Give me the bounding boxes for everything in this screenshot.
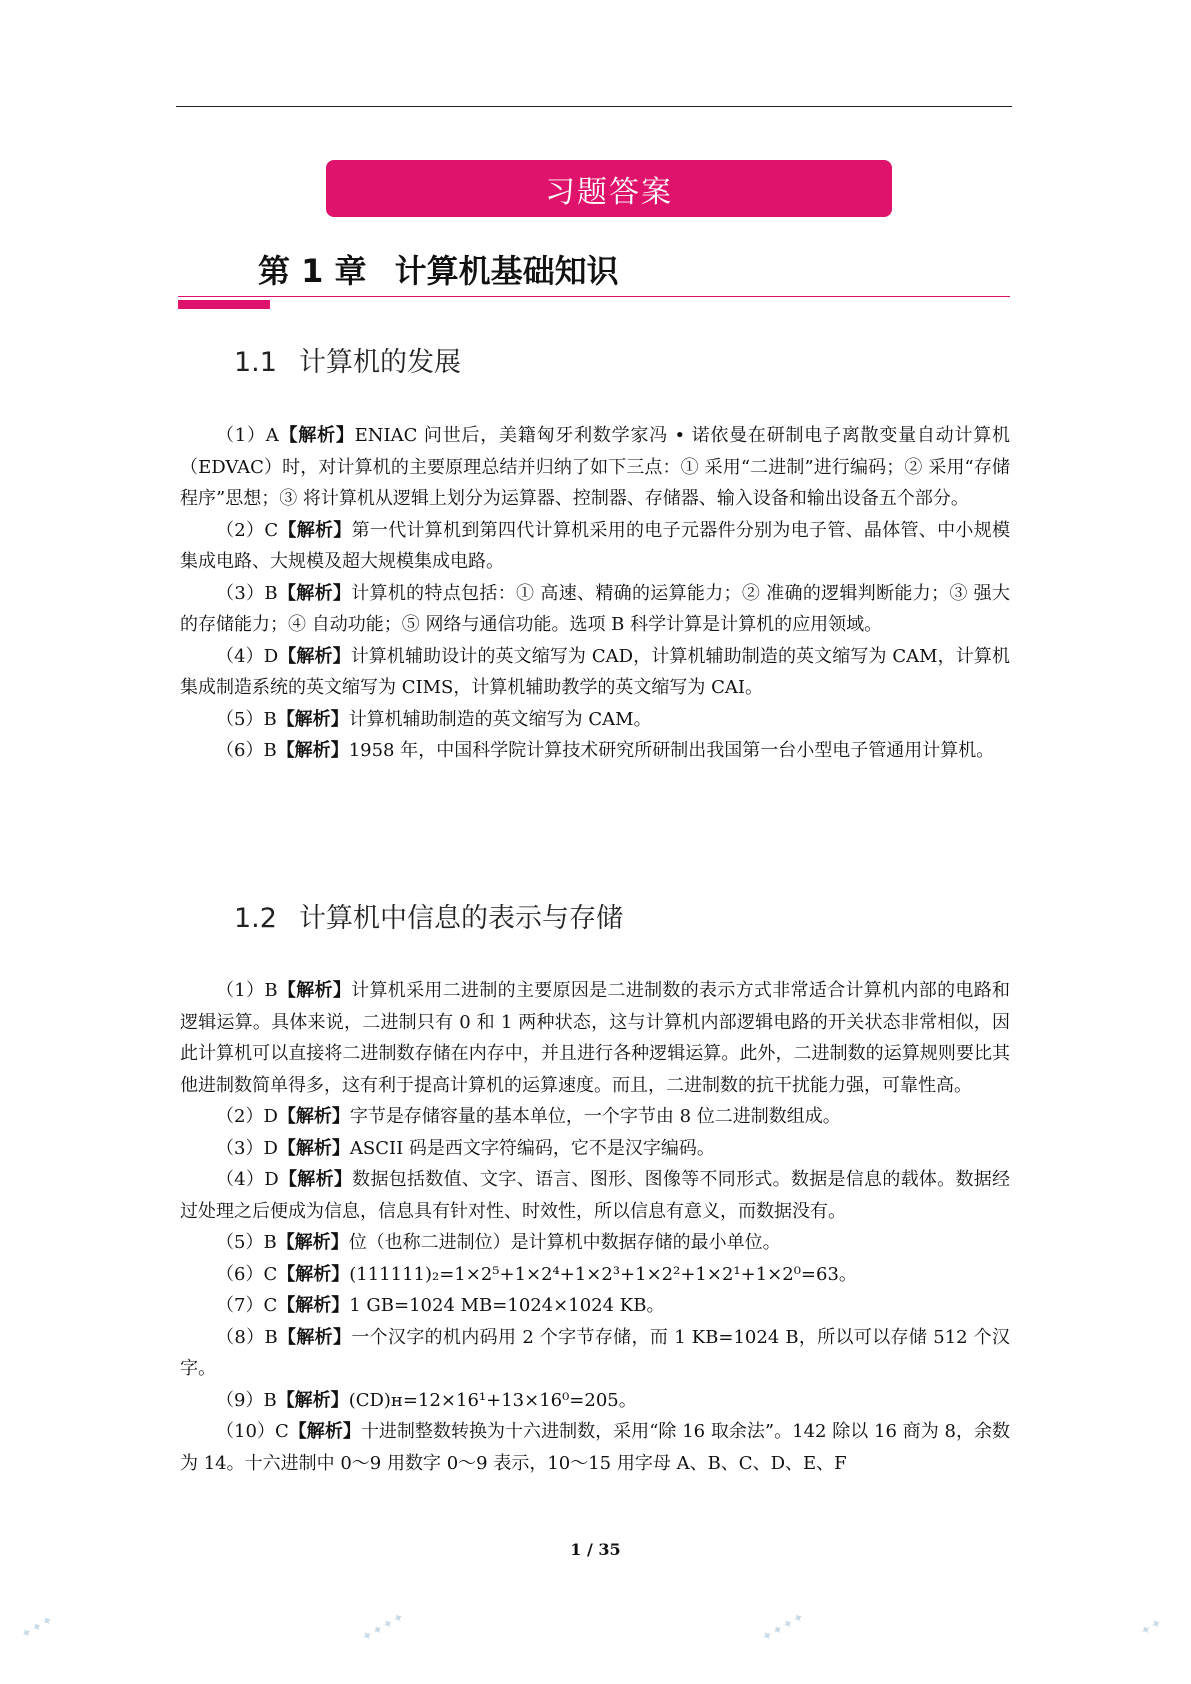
watermark-mark: ✦✦✦✦ xyxy=(359,1609,409,1646)
section-number: 1.2 xyxy=(234,903,277,934)
answer-item: （8）B【解析】一个汉字的机内码用 2 个字节存储，而 1 KB=1024 B，所以可以存储 512 个汉字。 xyxy=(180,1326,1010,1379)
chapter-accent-bar xyxy=(178,300,270,309)
answer-item: （1）A【解析】ENIAC 问世后，美籍匈牙利数学家冯 • 诺依曼在研制电子离散变量自动计算机（EDVAC）时，对计算机的主要原理总结并归纳了如下三点：① 采用“二进制”进行编码；② 采用“存储程序”思想；③ 将计算机从逻辑上划分为运算器、控制器、存储器、输入设备和输出设备五个部分。 xyxy=(180,425,1010,509)
watermark-mark: ✦✦✦ xyxy=(18,1612,58,1643)
answer-item: （1）B【解析】计算机采用二进制的主要原因是二进制数的表示方式非常适合计算机内部的电路和逻辑运算。具体来说，二进制只有 0 和 1 两种状态，这与计算机内部逻辑电路的开关状态非常相似，因此计算机可以直接将二进制数存储在内存中，并且进行各种逻辑运算。此外，二进制数的运算规则要比其他进制数简单得多，这有利于提高计算机的运算速度。而且，二进制数的抗干扰能力强，可靠性高。 xyxy=(180,980,1011,1096)
section-heading-1-2 xyxy=(234,896,623,935)
answer-banner: 习题答案 xyxy=(326,160,892,217)
chapter-underline xyxy=(178,296,1010,297)
chapter-number: 第 1 章 xyxy=(258,252,367,290)
answer-item: （10）C【解析】十进制整数转换为十六进制数，采用“除 16 取余法”。142 除以 16 商为 8，余数为 14。十六进制中 0～9 用数字 0～9 表示，10～15 用字母 A、B、C、D、E、F xyxy=(180,1421,1010,1474)
watermark-mark: ✦✦✦✦ xyxy=(759,1609,809,1646)
answer-item: （9）B【解析】(CD)ʜ=12×16¹+13×16⁰=205。 xyxy=(216,1389,637,1411)
answer-item: （6）B【解析】1958 年，中国科学院计算技术研究所研制出我国第一台小型电子管通用计算机。 xyxy=(216,740,995,761)
chapter-heading xyxy=(258,246,619,292)
section-title: 计算机的发展 xyxy=(299,347,461,378)
header-rule xyxy=(176,106,1012,107)
section-number: 1.1 xyxy=(234,347,277,378)
page-number: 1 / 35 xyxy=(570,1540,621,1559)
section-1-1-answers xyxy=(180,420,1010,767)
answer-item: （5）B【解析】位（也称二进制位）是计算机中数据存储的最小单位。 xyxy=(216,1232,781,1253)
chapter-title: 计算机基础知识 xyxy=(394,252,619,290)
answer-item: （4）D【解析】计算机辅助设计的英文缩写为 CAD，计算机辅助制造的英文缩写为 CAM，计算机集成制造系统的英文缩写为 CIMS，计算机辅助教学的英文缩写为 CAI。 xyxy=(180,645,1010,698)
answer-item: （4）D【解析】数据包括数值、文字、语言、图形、图像等不同形式。数据是信息的载体。数据经过处理之后便成为信息，信息具有针对性、时效性，所以信息有意义，而数据没有。 xyxy=(180,1169,1011,1222)
section-1-2-answers xyxy=(180,975,1010,1479)
watermark-mark: ✦✦ xyxy=(1137,1615,1166,1640)
answer-item: （3）D【解析】ASCII 码是西文字符编码，它不是汉字编码。 xyxy=(216,1137,715,1159)
answer-item: （5）B【解析】计算机辅助制造的英文缩写为 CAM。 xyxy=(216,708,652,730)
answer-item: （6）C【解析】(111111)₂=1×2⁵+1×2⁴+1×2³+1×2²+1×2¹+1×2⁰=63。 xyxy=(216,1263,857,1285)
section-heading-1-1 xyxy=(234,340,461,379)
answer-item: （3）B【解析】计算机的特点包括：① 高速、精确的运算能力；② 准确的逻辑判断能力；③ 强大的存储能力；④ 自动功能；⑤ 网络与通信功能。选项 B 科学计算是计算机的应用领域。 xyxy=(180,582,1010,635)
section-title: 计算机中信息的表示与存储 xyxy=(299,903,623,934)
answer-item: （2）D【解析】字节是存储容量的基本单位，一个字节由 8 位二进制数组成。 xyxy=(216,1106,841,1127)
answer-item: （7）C【解析】1 GB=1024 MB=1024×1024 KB。 xyxy=(216,1295,665,1316)
answer-item: （2）C【解析】第一代计算机到第四代计算机采用的电子元器件分别为电子管、晶体管、中小规模集成电路、大规模及超大规模集成电路。 xyxy=(180,519,1010,572)
